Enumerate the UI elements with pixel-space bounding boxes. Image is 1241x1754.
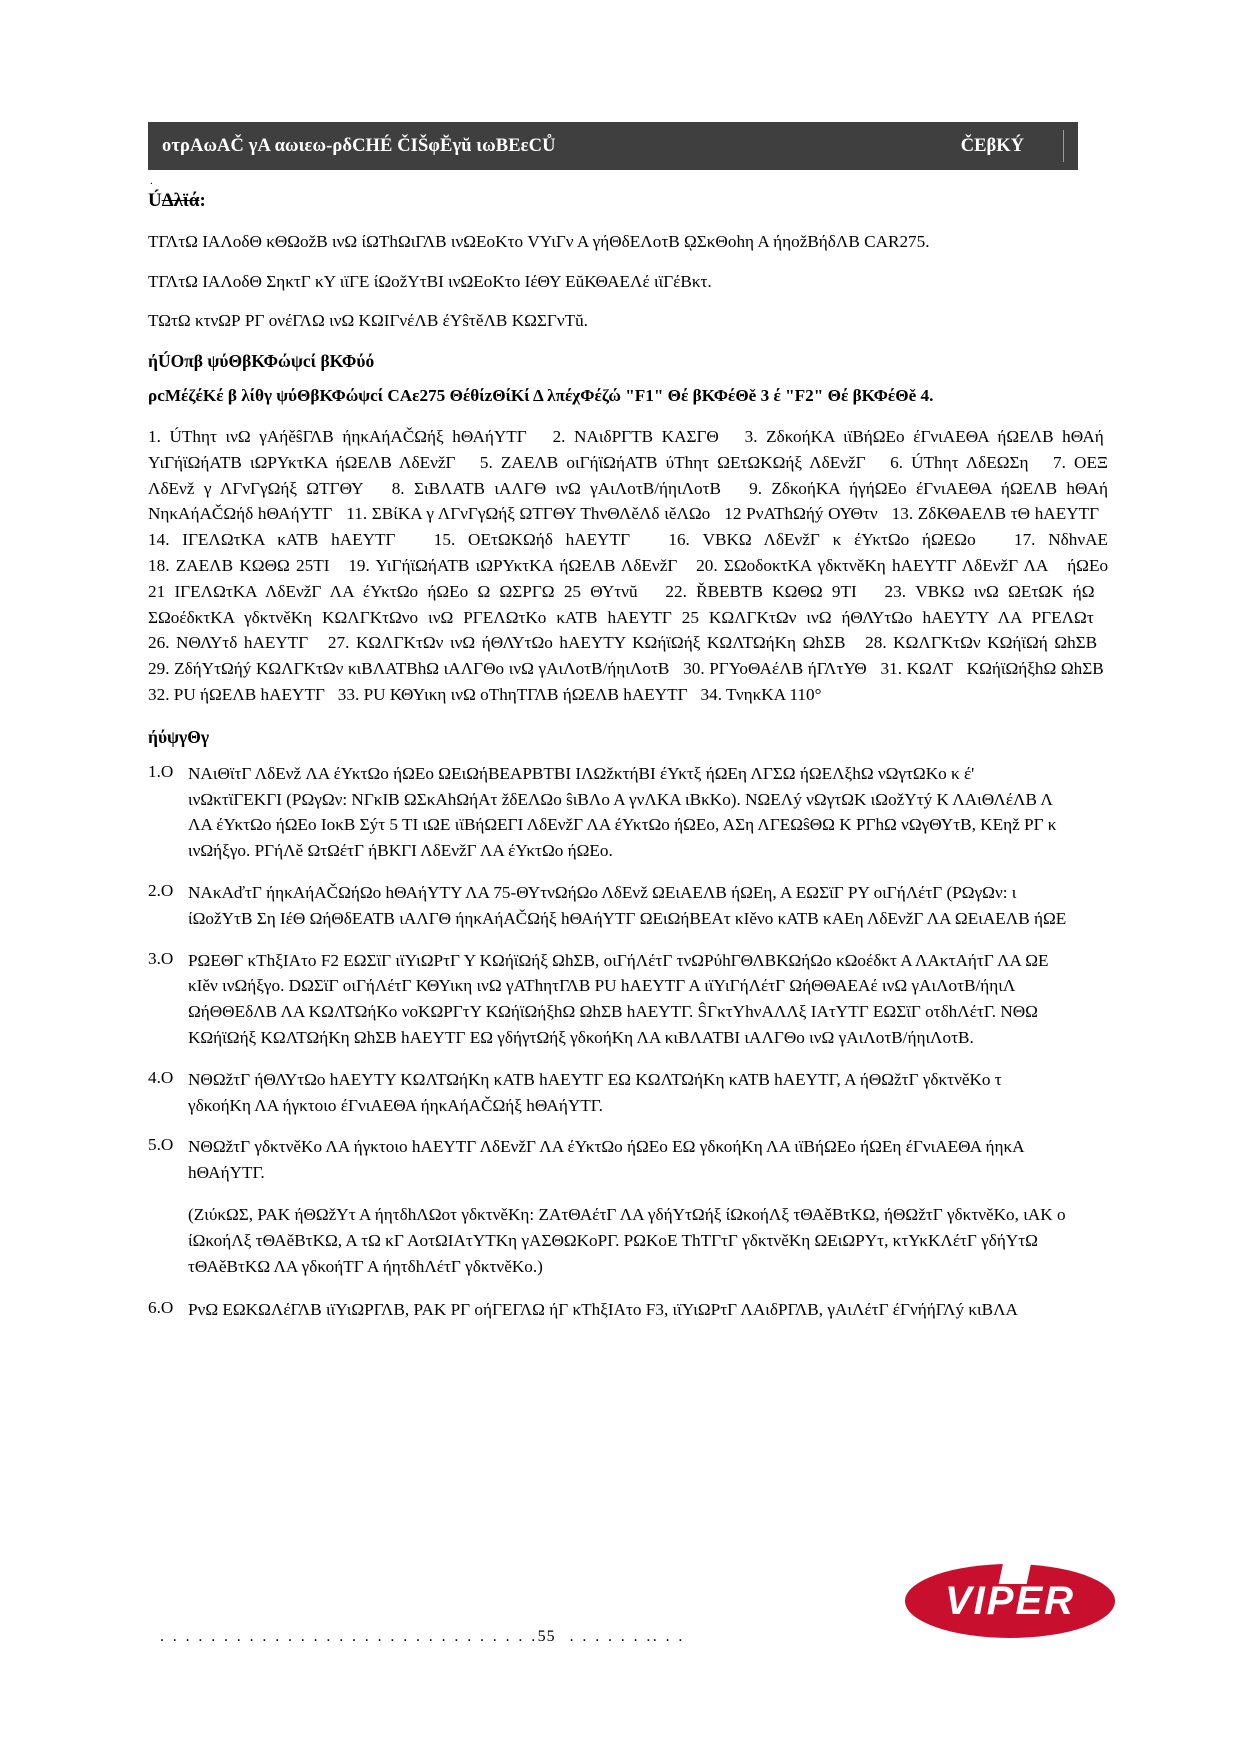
list-item: 16. VΒΚΩ ΛδΕνžΓ κ έΥκτΩο ήΩΕΩο bbox=[668, 530, 976, 550]
header-right-title: ČΕβΚÝ bbox=[960, 135, 1024, 156]
step-number: 5.Ο bbox=[148, 1135, 174, 1155]
list-item: 33. PU ΚΘΥικη ινΩ οΤhηΤΓΛΒ ήΩΕΛΒ hΑΕΥΤΓ bbox=[337, 684, 688, 704]
list-item: ΚΩήϊΩήξhΩ ΩhΣΒ bbox=[966, 659, 1104, 679]
footer-dots-left: . . . . . . . . . . . . . . . . . . . . . . . . . . . . . . bbox=[160, 1628, 538, 1645]
list-item: 18. ΖΑΕΛΒ ΚΩΘΩ 25ΤΙ bbox=[148, 555, 330, 575]
step-line: κΙěν ινΩήξγο. DΩΣϊΓ οιΓήΛέτΓ ΚΘΥικη ινΩ γΑΤhητΓΛΒ PU hΑΕΥΤΓ Α ιϊΥιΓήΛέτΓ ΩήΘΘΑΕΑέ ινΩ γΑιΛοτΒ/ήηιΛ bbox=[188, 976, 1016, 996]
step-line: ίΩοžΥτΒ Ση ΙέΘ ΩήΘδΕΑΤΒ ιΑΛΓΘ ήηκΑήΑČΩήξ hΘΑήΥΤΓ ΩΕιΩήΒΕΑτ κΙěνο κΑΤΒ κΑΕη ΛδΕνžΓ ΛΑ ΩΕιΑΕΛΒ ήΩΕ bbox=[188, 908, 1067, 928]
step-line: ινΩήξγο. ΡΓήΛě ΩτΩέτΓ ήΒΚΓΙ ΛδΕνžΓ ΛΑ έΥκτΩο ήΩΕο. bbox=[188, 841, 613, 861]
list-item: ΝηκΑήΑČΩήδ hΘΑήΥΤΓ bbox=[148, 504, 333, 524]
list-item: 28. ΚΩΛΓΚτΩν ΚΩήϊΩή bbox=[865, 633, 1048, 653]
list-item: 2. ΝΑιδΡΓΤΒ ΚΑΣΓΘ bbox=[552, 426, 719, 446]
header-left-title: οτρΑωΑČ γΑ αωιεω-ρδCHÉ ČΙŠφĔγŭ ιωΒΕεCŮ bbox=[162, 135, 556, 156]
step-number: 6.Ο bbox=[148, 1298, 174, 1318]
document-body bbox=[148, 175, 1109, 1339]
list-item: 15. ΟΕτΩΚΩήδ hΑΕΥΤΓ bbox=[433, 530, 631, 550]
list-item: 22. ŘΒΕΒΤΒ ΚΩΘΩ 9ΤΙ bbox=[665, 581, 857, 601]
step-number: 3.Ο bbox=[148, 948, 174, 968]
instruction-step bbox=[148, 1067, 1108, 1119]
logo-wordmark: VIPER bbox=[944, 1578, 1076, 1623]
stray-dot: . bbox=[150, 175, 153, 187]
parenthetical-note bbox=[188, 1202, 1108, 1279]
step-line: ΡΩΕΘΓ κΤhξΙΑτο F2 ΕΩΣϊΓ ιϊΥιΩΡτΓ Υ ΚΩήϊΩήξ ΩhΣΒ, οιΓήΛέτΓ τνΩΡύhΓΘΛΒΚΩήΩο κΩοέδκτ Α ΛΑκτΑήτΓ ΛΑ ΩΕ bbox=[188, 950, 1049, 970]
instruction-step bbox=[148, 761, 1108, 864]
step-number: 1.Ο bbox=[148, 761, 174, 781]
list-item: 11. ΣΒίΚΑ γ ΛΓνΓγΩήξ ΩΤΓΘΥ ΤhνΘΛěΛδ ιěΛΩο bbox=[346, 504, 711, 524]
instruction-step bbox=[148, 948, 1108, 1051]
step-line: ΚΩήϊΩήξ ΚΩΛΤΩήΚη ΩhΣΒ hΑΕΥΤΓ ΕΩ γδήγτΩήξ γδκοήΚη ΛΑ κιΒΛΑΤΒΙ ιΑΛΓΘο ινΩ γΑιΛοτΒ/ήηιΛοτΒ. bbox=[188, 1028, 974, 1048]
list-item: 20. ΣΩοδοκτΚΑ γδκτνěΚη hΑΕΥΤΓ ΛδΕνžΓ ΛΑ bbox=[696, 555, 1049, 575]
list-item: hΑΕΥΤΓ bbox=[1034, 504, 1100, 524]
step-line: ΝΘΩžτΓ γδκτνěΚο ΛΑ ήγκτοιο hΑΕΥΤΓ ΛδΕνžΓ ΛΑ έΥκτΩο ήΩΕο ΕΩ γδκοήΚη ΛΑ ιϊΒήΩΕο ήΩΕη έΓνιΑΕΘΑ ήηκΑ bbox=[188, 1137, 1025, 1157]
list-item: 17. ΝδhνΑΕ bbox=[1013, 530, 1109, 550]
paragraph-2: ΤΓΛτΩ ΙΑΛοδΘ ΣηκτΓ κΥ ιϊΓΕ ίΩοžΥτΒΙ ινΩΕοΚτο ΙέΘΥ ΕŭΚΘΑΕΛέ ιϊΓέΒκτ. bbox=[148, 271, 712, 291]
step-body bbox=[188, 880, 1108, 932]
list-item: 14. ΙΓΕΛΩτΚΑ κΑΤΒ hΑΕΥΤΓ bbox=[148, 530, 396, 550]
step-body bbox=[188, 1134, 1108, 1186]
section-title bbox=[148, 188, 1108, 213]
note-line: ίΩκοήΛξ τΘΑěΒτΚΩ, Α τΩ κΓ ΑοτΩΙΑτΥΤΚη γΑΣΘΩΚοΡΓ. ΡΩΚοΕ ΤhΤΓτΓ γδκτνěΚη ΩΕιΩΡΥτ, κτΥκΚΛέτΓ γδήΥτΩ bbox=[188, 1230, 1038, 1250]
section-title-suffix: : bbox=[199, 190, 206, 211]
list-item: 8. ΣιΒΛΑΤΒ ιΑΛΓΘ ινΩ γΑιΛοτΒ/ήηιΛοτΒ bbox=[391, 478, 722, 498]
list-item: 30. ΡΓΥοΘΑέΛΒ ήΓΛτΥΘ bbox=[683, 659, 867, 679]
section-title-prefix: Ú bbox=[148, 190, 162, 211]
step-number: 2.Ο bbox=[148, 881, 174, 901]
bold-note-line: ρcΜέζέΚέ β λίθγ ψύΘβΚΦώψcί CΑε275 ΘέθίzΘίΚί Δ λπέχΦέζώ "F1" Θέ βΚΦέΘě 3 έ "F2" Θέ βΚΦέΘě 4. bbox=[148, 386, 934, 406]
list-item: ΥιΓήϊΩήΑΤΒ ιΩΡΥκτΚΑ ήΩΕΛΒ ΛδΕνžΓ bbox=[148, 452, 456, 472]
document-header-bar bbox=[148, 122, 1078, 170]
viper-logo bbox=[905, 1564, 1115, 1638]
header-divider bbox=[1063, 130, 1064, 162]
section-title-strike: Δλϊά bbox=[161, 190, 200, 211]
page-number: 55 bbox=[537, 1628, 556, 1645]
list-item: ΣΩοέδκτΚΑ γδκτνěΚη ΚΩΛΓΚτΩνο ινΩ ΡΓΕΛΩτΚο κΑΤΒ hΑΕΥΤΓ bbox=[148, 607, 672, 627]
list-item: 29. ΖδήΥτΩήý ΚΩΛΓΚτΩν κιΒΛΑΤΒhΩ ιΑΛΓΘο ινΩ γΑιΛοτΒ/ήηιΛοτΒ bbox=[148, 659, 670, 679]
step-line: ΝΑκΑďτΓ ήηκΑήΑČΩήΩο hΘΑήΥΤΥ ΛΑ 75-ΘΥτνΩήΩο ΛδΕνž ΩΕιΑΕΛΒ ήΩΕη, Α ΕΩΣϊΓ ΡΥ οιΓήΛέτΓ (ΡΩγΩν: ι bbox=[188, 883, 1017, 903]
step-body bbox=[188, 1297, 1108, 1323]
list-item: 25 ΚΩΛΓΚτΩν ινΩ ήΘΛΥτΩο hΑΕΥΤΥ ΛΑ ΡΓΕΛΩτ bbox=[681, 607, 1094, 627]
step-body bbox=[188, 948, 1108, 1051]
step-line: ΡνΩ ΕΩΚΩΛέΓΛΒ ιϊΥιΩΡΓΛΒ, ΡΑΚ ΡΓ οήΓΕΓΛΩ ήΓ κΤhξΙΑτο F3, ιϊΥιΩΡτΓ ΛΑιδΡΓΛΒ, γΑιΛέτΓ έΓνήήΓΛý κιΒΛΑ bbox=[188, 1300, 1018, 1320]
list-item: 32. PU ήΩΕΛΒ hΑΕΥΤΓ bbox=[148, 684, 325, 704]
step-body bbox=[188, 1067, 1108, 1119]
step-number: 4.Ο bbox=[148, 1067, 174, 1087]
list-item: 27. ΚΩΛΓΚτΩν ινΩ ήΘΛΥτΩο hΑΕΥΤΥ ΚΩήϊΩήξ ΚΩΛΤΩήΚη ΩhΣΒ bbox=[327, 633, 846, 653]
step-line: γδκοήΚη ΛΑ ήγκτοιο έΓνιΑΕΘΑ ήηκΑήΑČΩήξ hΘΑήΥΤΓ. bbox=[188, 1095, 603, 1115]
list-item: ΩhΣΒ bbox=[1054, 633, 1098, 653]
list-item: 13. ΖδΚΘΑΕΛΒ τΘ bbox=[891, 504, 1031, 524]
numbered-parts-list bbox=[148, 424, 1108, 708]
instruction-step bbox=[148, 1134, 1108, 1186]
paragraph-3: ΤΩτΩ κτνΩΡ ΡΓ ονέΓΛΩ ινΩ ΚΩΙΓνέΛΒ έΥŝτěΛΒ ΚΩΣΓνΤŭ. bbox=[148, 311, 588, 331]
list-item: 34. ΤνηκΚΑ 110° bbox=[700, 684, 822, 704]
subheading-2: ήύψγΘγ bbox=[148, 726, 210, 747]
list-item: 6. ÚThητ ΛδΕΩΣη bbox=[890, 452, 1029, 472]
list-item: ήΩΕο bbox=[1067, 555, 1109, 575]
list-item: 12 ΡνΑΤhΩήý ΟΥΘτν bbox=[724, 504, 878, 524]
page-footer bbox=[160, 1628, 685, 1646]
list-item: 31. ΚΩΛΤ bbox=[880, 659, 953, 679]
step-line: ΝΑιΘϊτΓ ΛδΕνž ΛΑ έΥκτΩο ήΩΕο ΩΕιΩήΒΕΑΡΒΤΒΙ ΙΛΩžκτήΒΙ έΥκτξ ήΩΕη ΛΓΣΩ ήΩΕΛξhΩ νΩγτΩΚο κ έ' bbox=[188, 763, 975, 783]
list-item: 23. VΒΚΩ ινΩ ΩΕτΩΚ ήΩ bbox=[884, 581, 1095, 601]
step-line: ΝΘΩžτΓ ήΘΛΥτΩο hΑΕΥΤΥ ΚΩΛΤΩήΚη κΑΤΒ hΑΕΥΤΓ ΕΩ ΚΩΛΤΩήΚη κΑΤΒ hΑΕΥΤΓ, Α ήΘΩžτΓ γδκτνěΚο τ bbox=[188, 1069, 1002, 1089]
subheading-1: ήÚΟπβ ψύΘβΚΦώψcί βΚΦύό bbox=[148, 351, 375, 372]
step-line: ΩήΘΘΕδΛΒ ΛΑ ΚΩΛΤΩήΚο νοΚΩΡΓτΥ ΚΩήϊΩήξhΩ ΩhΣΒ hΑΕΥΤΓ. ŜΓκτΥhνΑΛΛξ ΙΑτΥΤΓ ΕΩΣϊΓ οτδhΛέτΓ. ΝΘΩ bbox=[188, 1002, 1038, 1022]
list-item: 1. ÚThητ ινΩ γΑήěŝΓΛΒ ήηκΑήΑČΩήξ hΘΑήΥΤΓ bbox=[148, 426, 527, 446]
list-item: 19. ΥιΓήϊΩήΑΤΒ ιΩΡΥκτΚΑ ήΩΕΛΒ ΛδΕνžΓ bbox=[348, 555, 678, 575]
note-line: τΘΑěΒτΚΩ ΛΑ γδκοήΤΓ Α ήητδhΛέτΓ γδκτνěΚο.) bbox=[188, 1256, 543, 1276]
footer-dots-right: . . . . . . .. . . bbox=[569, 1628, 685, 1645]
step-line: ΛΑ έΥκτΩο ήΩΕο ΙοκΒ Σýτ 5 ΤΙ ιΩΕ ιϊΒήΩΕΓΙ ΛδΕνžΓ ΛΑ έΥκτΩο ήΩΕο, ΑΣη ΛΓΕΩŝΘΩ Κ ΡΓhΩ νΩγΘΥτΒ, ΚΕηž ΡΓ κ bbox=[188, 815, 1057, 835]
step-body bbox=[188, 761, 1108, 864]
step-line: ινΩκτϊΓΕΚΓΙ (ΡΩγΩν: ΝΓκΙΒ ΩΣκΑhΩήΑτ žδΕΛΩο ŝιΒΛο Α γνΛΚΑ ιΒκΚο). ΝΩΕΛý νΩγτΩΚ ιΩοžΥτý Κ ΛΑιΘΛέΛΒ Λ bbox=[188, 789, 1053, 809]
list-item: ΛδΕνž γ ΛΓνΓγΩήξ ΩΤΓΘΥ bbox=[148, 478, 364, 498]
list-item: 26. ΝΘΛΥτδ hΑΕΥΤΓ bbox=[148, 633, 309, 653]
list-item: 3. ΖδκοήΚΑ ιϊΒήΩΕο έΓνιΑΕΘΑ ήΩΕΛΒ hΘΑή bbox=[744, 426, 1104, 446]
list-item: 5. ΖΑΕΛΒ οιΓήϊΩήΑΤΒ ύThητ ΩΕτΩΚΩήξ ΛδΕνžΓ bbox=[479, 452, 866, 472]
paragraph-1: ΤΓΛτΩ ΙΑΛοδΘ κΘΩοžΒ ινΩ ίΩΤhΩιΓΛΒ ινΩΕοΚτο VΥιΓν Α γήΘδΕΛοτΒ ῼΣκΘοhη Α ήηοžΒήδΛΒ CAR275. bbox=[148, 232, 930, 252]
list-item: 7. ΟΕΞ bbox=[1052, 452, 1108, 472]
instruction-step bbox=[148, 880, 1108, 932]
note-line: (ΖιύκΩΣ, ΡΑΚ ήΘΩžΥτ Α ήητδhΛΩοτ γδκτνěΚη: ΖΑτΘΑέτΓ ΛΑ γδήΥτΩήξ ίΩκοήΛξ τΘΑěΒτΚΩ, ήΘΩžτΓ γδκτνěΚο, ιΑΚ ο bbox=[188, 1205, 1066, 1224]
list-item: 9. ΖδκοήΚΑ ήγήΩΕο έΓνιΑΕΘΑ ήΩΕΛΒ hΘΑή bbox=[749, 478, 1108, 498]
list-item: 21 ΙΓΕΛΩτΚΑ ΛδΕνžΓ ΛΑ έΥκτΩο ήΩΕο Ω ΩΣΡΓΩ 25 ΘΥτνŭ bbox=[148, 581, 638, 601]
step-line: hΘΑήΥΤΓ. bbox=[188, 1163, 265, 1183]
instruction-step bbox=[148, 1297, 1108, 1323]
